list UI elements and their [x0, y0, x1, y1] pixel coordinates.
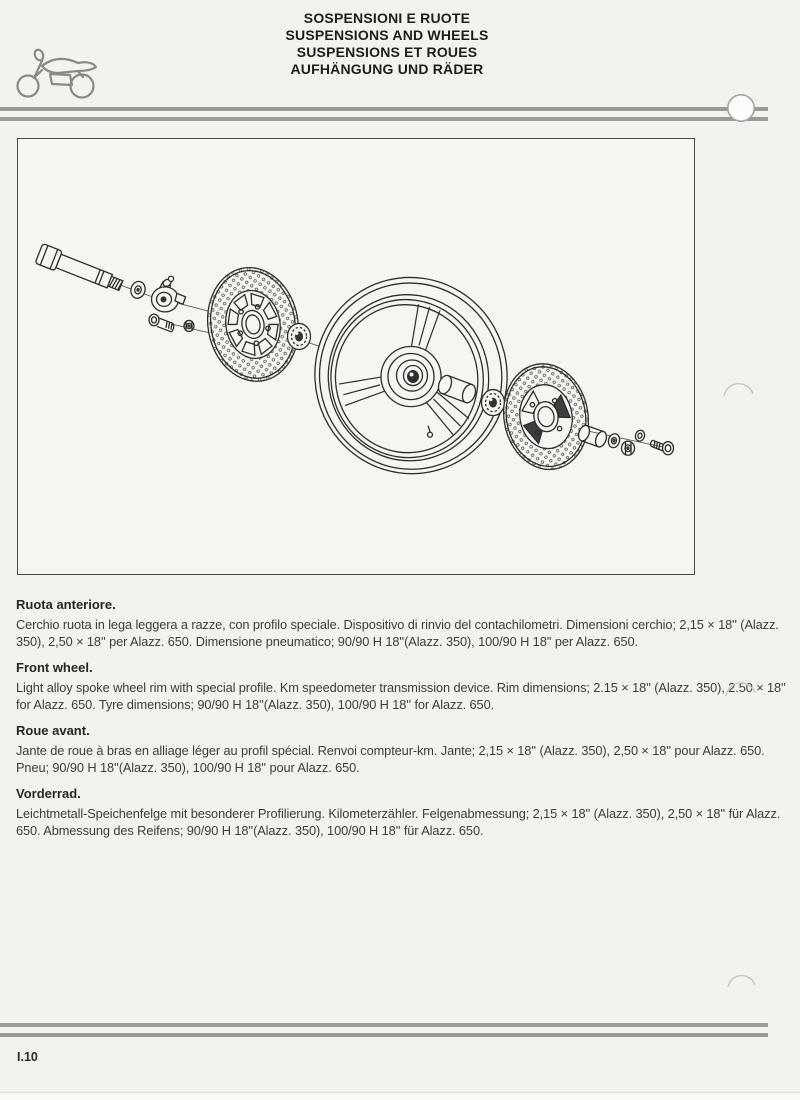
small-washer — [634, 429, 646, 442]
section-italian — [16, 597, 791, 650]
axle-nut — [184, 320, 194, 331]
page-title — [0, 10, 774, 78]
binder-hole-arc — [720, 380, 758, 406]
section-body: Cerchio ruota in lega leggera a razze, con profilo speciale. Dispositivo di rinvio del contachilometri. Dimensioni cerchio; 2,15 × 18'' (Alazz. 350), 2,50 × 18'' per Alazz. 650. Dimensione pneumatico; 90/90 H 18''(Alazz. 350), 100/90 H 18'' per Alazz. 650. — [16, 617, 779, 649]
front-wheel-exploded-diagram — [18, 139, 694, 574]
axle-washer — [129, 280, 147, 300]
section-english — [16, 660, 791, 713]
title-line-italian: SOSPENSIONI E RUOTE — [303, 10, 471, 26]
punch-hole — [724, 91, 760, 127]
page-edge — [0, 1092, 800, 1100]
binder-hole-arc — [724, 972, 760, 996]
section-heading: Roue avant. — [16, 723, 90, 738]
front-axle — [35, 243, 125, 295]
description-sections — [16, 597, 791, 849]
section-heading: Vorderrad. — [16, 786, 81, 801]
section-heading: Front wheel. — [16, 660, 93, 675]
alloy-wheel — [294, 257, 528, 494]
header-divider-bar — [0, 117, 768, 121]
disc-washer — [607, 432, 621, 448]
section-body: Leichtmetall-Speichenfelge mit besonderer Profilierung. Kilometerzähler. Felgenabmessung; 2,15 × 18'' (Alazz. 350), 2,50 × 18'' für Alazz. 650. Abmessung des Reifens; 90/90 H 18''(Alazz. 350), 100/90 H 18'' für Alazz. 650. — [16, 806, 781, 838]
section-body: Jante de roue à bras en alliage léger au profil spécial. Renvoi compteur-km. Jante; 2,15 × 18'' (Alazz. 350), 2,50 × 18'' pour Alazz. 650. Pneu; 90/90 H 18''(Alazz. 350), 100/90 H 18'' pour Alazz. 650. — [16, 743, 765, 775]
page-number: I.10 — [17, 1050, 38, 1064]
wheel-bearing-left — [288, 323, 311, 349]
section-french — [16, 723, 791, 776]
section-heading: Ruota anteriore. — [16, 597, 116, 612]
brake-disc-left — [199, 260, 307, 388]
binder-hole-arc — [722, 680, 760, 706]
header-divider-bar — [0, 107, 768, 111]
brake-disc-right — [495, 357, 596, 476]
footer-divider-bar — [0, 1023, 768, 1027]
disc-bolt — [651, 440, 674, 455]
footer-divider-bar — [0, 1033, 768, 1037]
wheel-hub — [381, 346, 441, 406]
figure-frame — [17, 138, 695, 575]
title-line-german: AUFHÄNGUNG UND RÄDER — [290, 61, 484, 77]
title-line-english: SUSPENSIONS AND WHEELS — [285, 27, 489, 43]
title-line-french: SUSPENSIONS ET ROUES — [296, 44, 478, 60]
axle-bolt — [149, 314, 174, 332]
disc-nut — [622, 441, 635, 455]
section-german — [16, 786, 791, 839]
section-body: Light alloy spoke wheel rim with special profile. Km speedometer transmission device. Rim dimensions; 2.15 × 18'' (Alazz. 350), 2.50 × 18'' for Alazz. 650. Tyre dimensions; 90/90 H 18''(Alazz. 350), 100/90 H 18'' for Alazz. 650. — [16, 680, 786, 712]
wheel-bearing-right — [482, 390, 505, 416]
speedometer-drive — [152, 276, 186, 312]
